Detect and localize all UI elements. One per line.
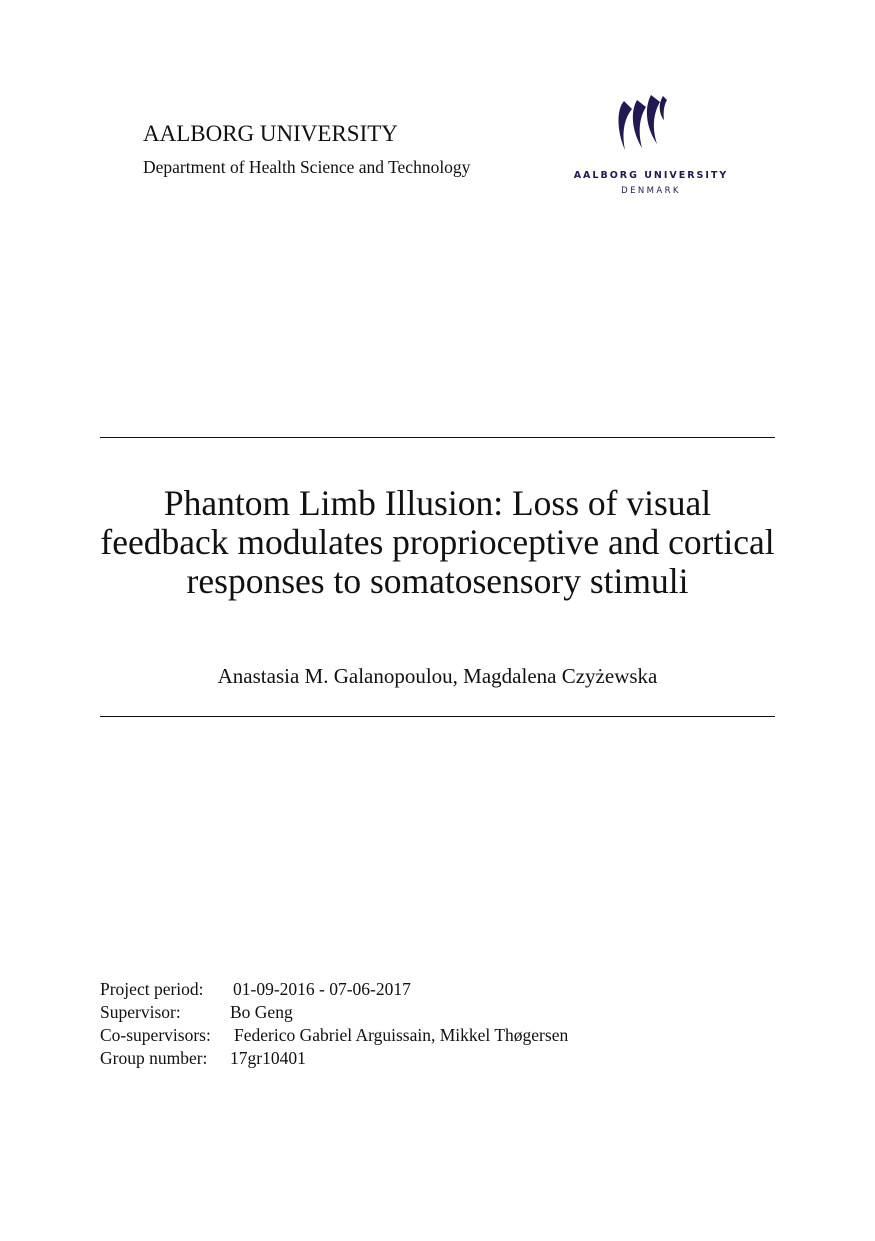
supervisor-row: [100, 1001, 568, 1024]
top-divider: [100, 437, 775, 438]
logo-subtitle: DENMARK: [621, 186, 681, 196]
info-label: Group number:: [100, 1048, 208, 1068]
university-logo: [566, 92, 736, 202]
authors: Anastasia M. Galanopoulou, Magdalena Czyżewska: [217, 664, 658, 688]
aau-waves-icon: [566, 92, 736, 162]
document-title: Phantom Limb Illusion: Loss of visual feedback modulates proprioceptive and cortical responses to somatosensory stimuli: [100, 483, 775, 601]
info-value: Bo Geng: [230, 1002, 293, 1022]
university-name: AALBORG UNIVERSITY: [143, 121, 398, 146]
info-value: 17gr10401: [230, 1048, 306, 1068]
info-value: Federico Gabriel Arguissain, Mikkel Thøgersen: [234, 1025, 569, 1045]
info-label: Co-supervisors:: [100, 1025, 211, 1045]
info-label: Project period:: [100, 979, 204, 999]
project-period-row: [100, 978, 568, 1001]
info-label: Supervisor:: [100, 1002, 181, 1022]
department-name: Department of Health Science and Technology: [143, 157, 471, 177]
logo-title: AALBORG UNIVERSITY: [573, 170, 729, 181]
project-info: [100, 978, 568, 1070]
co-supervisors-row: [100, 1024, 568, 1047]
info-value: 01-09-2016 - 07-06-2017: [233, 979, 411, 999]
group-number-row: [100, 1047, 568, 1070]
bottom-divider: [100, 716, 775, 717]
